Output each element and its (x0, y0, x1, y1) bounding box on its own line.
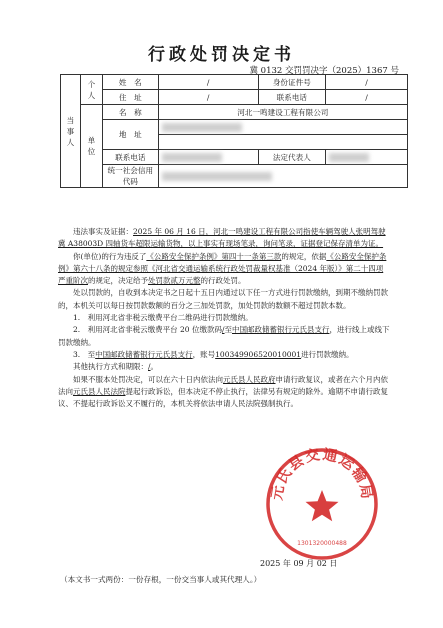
appeal-paragraph: 如果不服本处罚决定，可以在六十日内依法向元氏县人民政府申请行政复议，或者在六个月内依法向元氏县人民法院提起行政诉讼，但本决定不停止执行，法律另有规定的除外。逾期不申请行政复议、不提起行政诉讼又不履行的，本机关将依法申请人民法院强制执行。 (58, 374, 388, 409)
party-info-table (60, 74, 408, 188)
payment-method-3: 3. 至中国邮政储蓄银行元氏县支行，账号100349906520010001进行罚款缴纳。 (73, 349, 354, 359)
unit-address-value-2 (158, 135, 407, 150)
id-label: 身份证件号 (258, 75, 326, 90)
footer-note: （本文书一式两份：一份存根，一份交当事人或其代理人。） (60, 575, 262, 584)
unit-phone-value (158, 150, 258, 165)
credit-code-value (158, 165, 407, 188)
other-methods: 其他执行方式和期限：/。 (73, 362, 159, 372)
legal-rep-value (326, 150, 408, 165)
redacted-block (162, 123, 242, 132)
redacted-block (329, 153, 369, 162)
unit-label: 单位 (80, 105, 102, 188)
official-seal (264, 446, 380, 562)
payment-method-2: 2. 利用河北省非税云缴费平台 20 位缴款码/至中国邮政储蓄银行元氏县支行，进行线上或线下罚款缴纳。 (58, 325, 390, 347)
payment-method-1: 1. 利用河北省非税云缴费平台二维码进行罚款缴纳。 (73, 313, 253, 323)
id-value: / (326, 75, 408, 90)
document-title: 行政处罚决定书 (148, 45, 295, 65)
unit-name-value: 河北一鸣建设工程有限公司 (158, 105, 407, 120)
redacted-block (162, 172, 272, 181)
signature-date: 2025 年 09 月 02 日 (260, 559, 338, 568)
violation-paragraph: 你(单位)的行为违反了《公路安全保护条例》第四十一条第三款的规定，依据《公路安全保护条例》第六十八条的规定参照《河北省交通运输系统行政处罚裁量权基准（2024 年版）》第二十四项严重阶次的规定，决定给予处罚款贰万元整的行政处罚。 (58, 251, 387, 286)
address-value: / (158, 90, 258, 105)
star-icon (306, 490, 339, 521)
redacted-block (162, 153, 222, 162)
payment-paragraph: 处以罚款的，自收到本决定书之日起十五日内通过以下任一方式进行罚款缴纳，到期不缴纳罚款的，本机关可以每日按罚款数额的百分之三加处罚款，加处罚款的数额不超过罚款本数。 (58, 288, 388, 310)
party-label: 当事人 (61, 75, 81, 188)
individual-label: 个人 (80, 75, 102, 105)
name-value: / (158, 75, 258, 90)
unit-address-label: 地 址 (102, 120, 158, 150)
unit-address-value (158, 120, 407, 135)
legal-rep-label: 法定代表人 (258, 150, 326, 165)
facts-paragraph: 违法事实及证据：2025 年 06 月 16 日，河北一鸣建设工程有限公司指使车辆驾驶人张明驾驶冀 A38003D 四轴货车超限运输货物，以上事实有现场笔录，询问笔录，证据登记保存清单为证。 (58, 227, 386, 249)
credit-code-label: 统一社会信用代码 (102, 165, 158, 188)
phone-value: / (326, 90, 408, 105)
phone-label: 联系电话 (258, 90, 326, 105)
unit-phone-label: 联系电话 (102, 150, 158, 165)
seal-text: 元氏县交通运输局 (268, 446, 376, 502)
document-number: 冀 0132 交罚罚决字（2025）1367 号 (249, 66, 399, 76)
decision-body (58, 226, 390, 410)
name-label: 姓 名 (102, 75, 158, 90)
unit-name-label: 名 称 (102, 105, 158, 120)
address-label: 住 址 (102, 90, 158, 105)
seal-number: 1301320000488 (297, 540, 347, 547)
